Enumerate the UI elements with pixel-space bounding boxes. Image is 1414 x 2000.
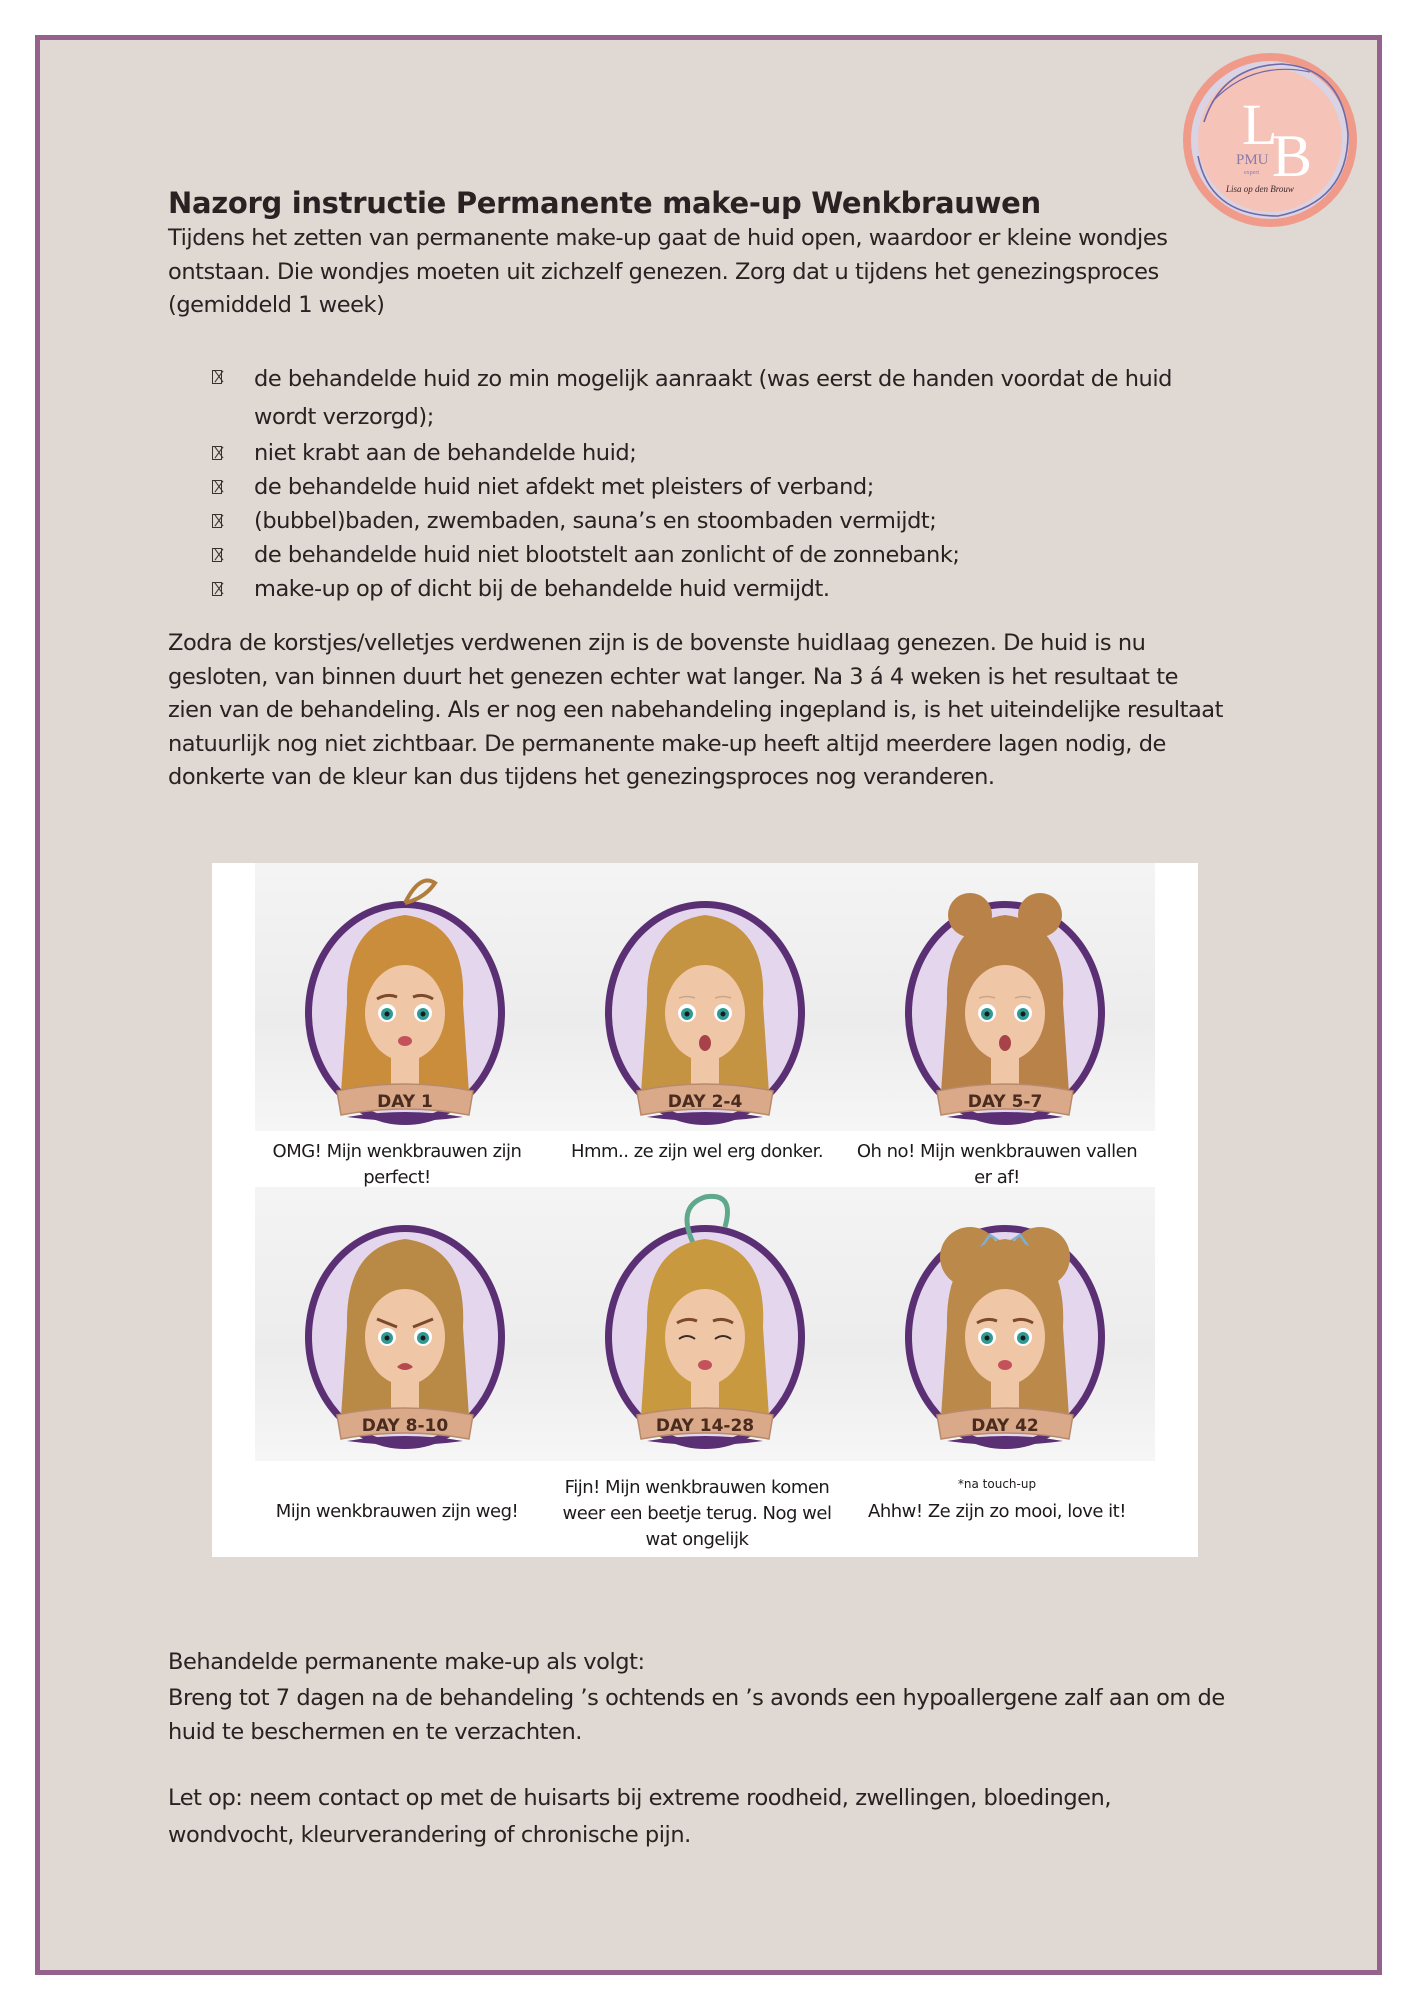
day-label: DAY 14-28 <box>655 1416 755 1436</box>
list-item <box>210 436 1210 470</box>
day-label: DAY 1 <box>377 1092 433 1112</box>
stage-2 <box>555 863 855 1133</box>
svg-text:L: L <box>1242 92 1278 157</box>
page-title: Nazorg instructie Permanente make-up Wenkbrauwen <box>168 186 1041 221</box>
list-item <box>210 470 1210 504</box>
intro-paragraph: Tijdens het zetten van permanente make-up gaat de huid open, waardoor er kleine wondjes ontstaan. Die wondjes moeten uit zichzelf genezen. Zorg dat u tijdens het genezingsproces (gemiddeld 1 week) <box>168 225 1168 318</box>
stage-3 <box>855 863 1155 1133</box>
stage-caption: Mijn wenkbrauwen zijn weg! <box>275 1501 519 1522</box>
stage-note: *na touch-up <box>957 1477 1037 1491</box>
stage-caption: OMG! Mijn wenkbrauwen zijn perfect! <box>272 1141 522 1188</box>
list-item-text: de behandelde huid niet afdekt met pleisters of verband; <box>254 474 874 500</box>
bullet-box-icon <box>212 480 222 494</box>
bullet-box-icon <box>212 446 222 460</box>
svg-text:B: B <box>1272 123 1313 189</box>
stage-illustration <box>255 1187 555 1457</box>
stage-caption: Oh no! Mijn wenkbrauwen vallen er af! <box>856 1141 1138 1188</box>
stage-illustration <box>555 1187 855 1457</box>
logo-badge-icon <box>1182 52 1358 228</box>
healing-stages-infographic <box>212 863 1198 1557</box>
day-label: DAY 8-10 <box>361 1416 449 1436</box>
svg-text:PMU: PMU <box>1236 152 1269 168</box>
list-item <box>210 572 1210 606</box>
bullet-box-icon <box>212 514 222 528</box>
list-item <box>210 504 1210 538</box>
bullet-box-icon <box>212 582 222 596</box>
stage-illustration <box>555 863 855 1133</box>
list-item-text: make-up op of dicht bij de behandelde huid vermijdt. <box>254 576 830 602</box>
aftercare-heading: Behandelde permanente make-up als volgt: <box>168 1649 645 1675</box>
list-item <box>210 538 1210 572</box>
list-item-text: de behandelde huid niet blootstelt aan zonlicht of de zonnebank; <box>254 542 960 568</box>
stage-caption: Hmm.. ze zijn wel erg donker. <box>570 1141 824 1162</box>
list-item-text: de behandelde huid zo min mogelijk aanraakt (was eerst de handen voordat de huid wordt verzorgd); <box>254 366 1172 430</box>
day-label: DAY 42 <box>971 1416 1039 1436</box>
stage-illustration <box>855 863 1155 1133</box>
list-item-text: niet krabt aan de behandelde huid; <box>254 440 637 466</box>
stage-5 <box>555 1187 855 1457</box>
brand-logo <box>1182 52 1358 228</box>
healing-paragraph: Zodra de korstjes/velletjes verdwenen zijn is de bovenste huidlaag genezen. De huid is nu gesloten, van binnen duurt het genezen echter wat langer. Na 3 á 4 weken is het resultaat te zien van de behandeling. Als er nog een nabehandeling ingepland is, is het uiteindelijke resultaat natuurlijk nog niet zichtbaar. De permanente make-up heeft altijd meerdere lagen nodig, de donkerte van de kleur kan dus tijdens het genezingsproces nog veranderen. <box>168 630 1224 790</box>
aftercare-instructions: Breng tot 7 dagen na de behandeling ’s ochtends en ’s avonds een hypoallergene zalf aan om de huid te beschermen en te verzachten. <box>168 1685 1225 1745</box>
stage-6 <box>855 1187 1155 1457</box>
day-label: DAY 5-7 <box>967 1092 1043 1112</box>
bullet-box-icon <box>212 370 222 384</box>
stage-4 <box>255 1187 555 1457</box>
stage-caption: Fijn! Mijn wenkbrauwen komen weer een beetje terug. Nog wel wat ongelijk <box>562 1477 832 1550</box>
day-label: DAY 2-4 <box>667 1092 743 1112</box>
warning-paragraph: Let op: neem contact op met de huisarts bij extreme roodheid, zwellingen, bloedingen, wondvocht, kleurverandering of chronische pijn. <box>168 1785 1112 1848</box>
svg-text:expert: expert <box>1244 170 1259 176</box>
list-item <box>210 360 1210 436</box>
stage-1 <box>255 863 555 1133</box>
stage-illustration <box>255 863 555 1133</box>
stage-caption: Ahhw! Ze zijn zo mooi, love it! <box>868 1501 1126 1522</box>
care-instructions-list <box>210 360 1210 606</box>
stage-illustration <box>855 1187 1155 1457</box>
bullet-box-icon <box>212 548 222 562</box>
list-item-text: (bubbel)baden, zwembaden, sauna’s en stoombaden vermijdt; <box>254 508 937 534</box>
svg-text:Lisa op den Brouw: Lisa op den Brouw <box>1226 184 1294 194</box>
